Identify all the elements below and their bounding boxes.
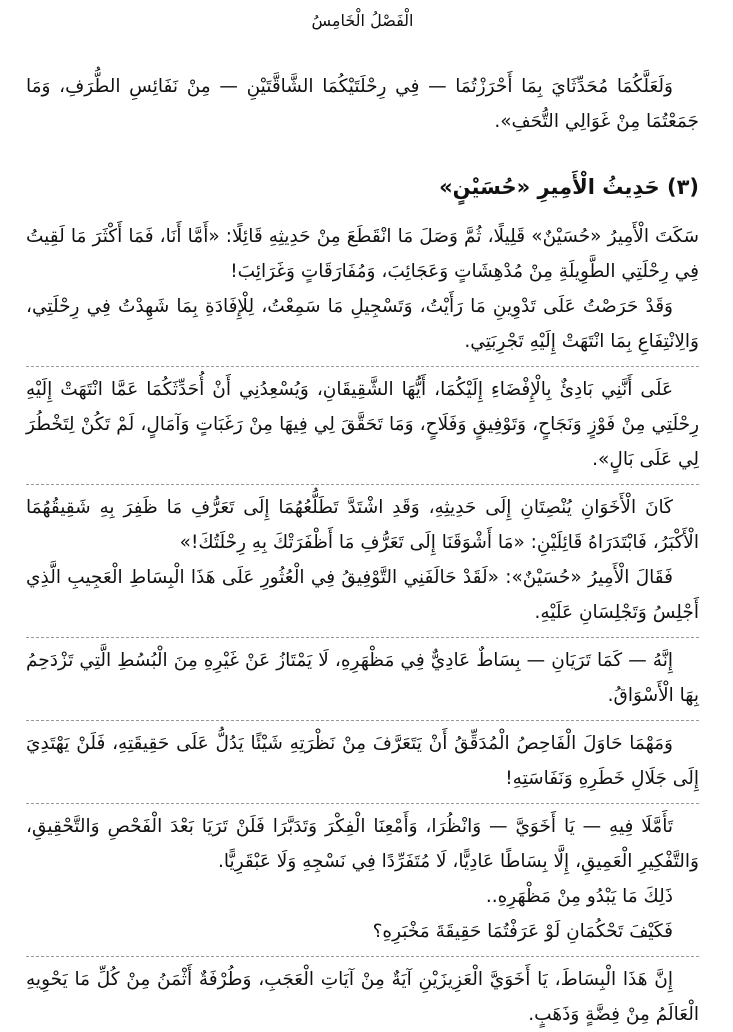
paragraph-2: وَقَدْ حَرَصْتُ عَلَى تَدْوِينِ مَا رَأَيْتُ، وَتَسْجِيلِ مَا سَمِعْتُ، لِلْإِفَادَةِ بِمَا شَهِدْتُ فِي رِحْلَتِي، وَالِانْتِفَاعِ بِمَا انْتَهَتْ إِلَيْهِ تَجْرِبَتِي. [26,296,699,352]
paragraph-9: ذَلِكَ مَا يَبْدُو مِنْ مَظْهَرِهِ.. [485,886,673,907]
intro-paragraph: وَلَعَلَّكُمَا مُحَدِّثَايَ بِمَا أَحْرَزْتُمَا — فِي رِحْلَتَيْكُمَا الشَّاقَّتَيْنِ — مِنْ نَفَائِسِ الطُّرَفِ، وَمَا جَمَعْتُمَا مِنْ غَوَالِي التُّحَفِ». [26,76,699,132]
running-header: الْفَصْلُ الْخَامِسُ [311,11,414,30]
paragraph-divider [26,637,699,638]
paragraph-10: فَكَيْفَ تَحْكُمَانِ لَوْ عَرَفْتُمَا حَقِيقَةَ مَخْبَرِهِ؟ [372,921,673,942]
paragraph-7: وَمَهْمَا حَاوَلَ الْفَاحِصُ الْمُدَقِّقُ أَنْ يَتَعَرَّفَ مِنْ نَظْرَتِهِ شَيْئًا يَدُلُّ عَلَى حَقِيقَتِهِ، فَلَنْ يَهْتَدِيَ إِلَى جَلَالِ خَطَرِهِ وَنَفَاسَتِهِ! [26,733,699,789]
paragraph-divider [26,366,699,367]
paragraph-divider [26,956,699,957]
paragraph-divider [26,803,699,804]
paragraph-3: عَلَى أَنَّنِي بَادِئٌ بِالْإِفْضَاءِ إِلَيْكُمَا، أَيُّهَا الشَّقِيقَانِ، وَيُسْعِدُنِي أَنْ أُحَدِّثَكُمَا عَمَّا انْتَهَتْ إِلَيْهِ رِحْلَتِي مِنْ فَوْزٍ وَنَجَاحٍ، وَتَوْفِيقٍ وَفَلَاحٍ، وَمَا تَحَقَّقَ لِي فِيهَا مِنْ رَغَبَاتٍ وَآمَالٍ، لَمْ تَكُنْ لِتَخْطُرَ لِي عَلَى بَالٍ». [26,379,699,470]
paragraph-1: سَكَتَ الْأَمِيرُ «حُسَيْنٌ» قَلِيلًا، ثُمَّ وَصَلَ مَا انْقَطَعَ مِنْ حَدِيثِهِ قَائِلًا: «أَمَّا أَنَا، فَمَا أَكْثَرَ مَا لَقِيتُ فِي رِحْلَتِي الطَّوِيلَةِ مِنْ مُدْهِشَاتٍ وَعَجَائِبَ، وَمُفَارَقَاتٍ وَغَرَائِبَ! [26,226,699,282]
paragraph-divider [26,720,699,721]
section-heading: (٣) حَدِيثُ الْأَمِيرِ «حُسَيْنٍ» [439,175,699,199]
paragraph-6: إِنَّهُ — كَمَا تَرَيَانِ — بِسَاطٌ عَادِيٌّ فِي مَظْهَرِهِ، لَا يَمْتَازُ عَنْ غَيْرِهِ مِنَ الْبُسُطِ الَّتِي تَزْدَحِمُ بِهَا الْأَسْوَاقُ. [26,650,699,706]
paragraph-11: إِنَّ هَذَا الْبِسَاطَ، يَا أَخَوَيَّ الْعَزِيزَيْنِ آيَةٌ مِنْ آيَاتِ الْعَجَبِ، وَطُرْفَةٌ أَثْمَنُ مِنْ كُلِّ مَا يَحْوِيهِ الْعَالَمُ مِنْ فِضَّةٍ وَذَهَبٍ. [26,969,699,1025]
page-body [26,69,699,1032]
paragraph-8: تَأَمَّلَا فِيهِ — يَا أَخَوَيَّ — وَانْظُرَا، وَأَمْعِنَا الْفِكْرَ وَتَدَبَّرَا فَلَنْ تَرَيَا بَعْدَ الْفَحْصِ وَالتَّحْقِيقِ، وَالتَّفْكِيرِ الْعَمِيقِ، إِلَّا بِسَاطًا عَادِيًّا، لَا مُتَفَرِّدًا فِي نَسْجِهِ وَلَا عَبْقَرِيًّا. [26,816,699,872]
paragraph-4: كَانَ الْأَخَوَانِ يُنْصِتَانِ إِلَى حَدِيثِهِ، وَقَدِ اشْتَدَّ تَطَلُّعُهُمَا إِلَى تَعَرُّفِ مَا ظَفِرَ بِهِ شَقِيقُهُمَا الْأَكْبَرُ، فَابْتَدَرَاهُ قَائِلَيْنِ: «مَا أَشْوَقَنَا إِلَى تَعَرُّفِ مَا أَظْفَرَتْكَ بِهِ رِحْلَتُكَ!» [26,497,699,553]
paragraph-5: فَقَالَ الْأَمِيرُ «حُسَيْنٌ»: «لَقَدْ حَالَفَنِي التَّوْفِيقُ فِي الْعُثُورِ عَلَى هَذَا الْبِسَاطِ الْعَجِيبِ الَّذِي أَجْلِسُ وَتَجْلِسَانِ عَلَيْهِ. [26,567,699,623]
paragraph-divider [26,484,699,485]
